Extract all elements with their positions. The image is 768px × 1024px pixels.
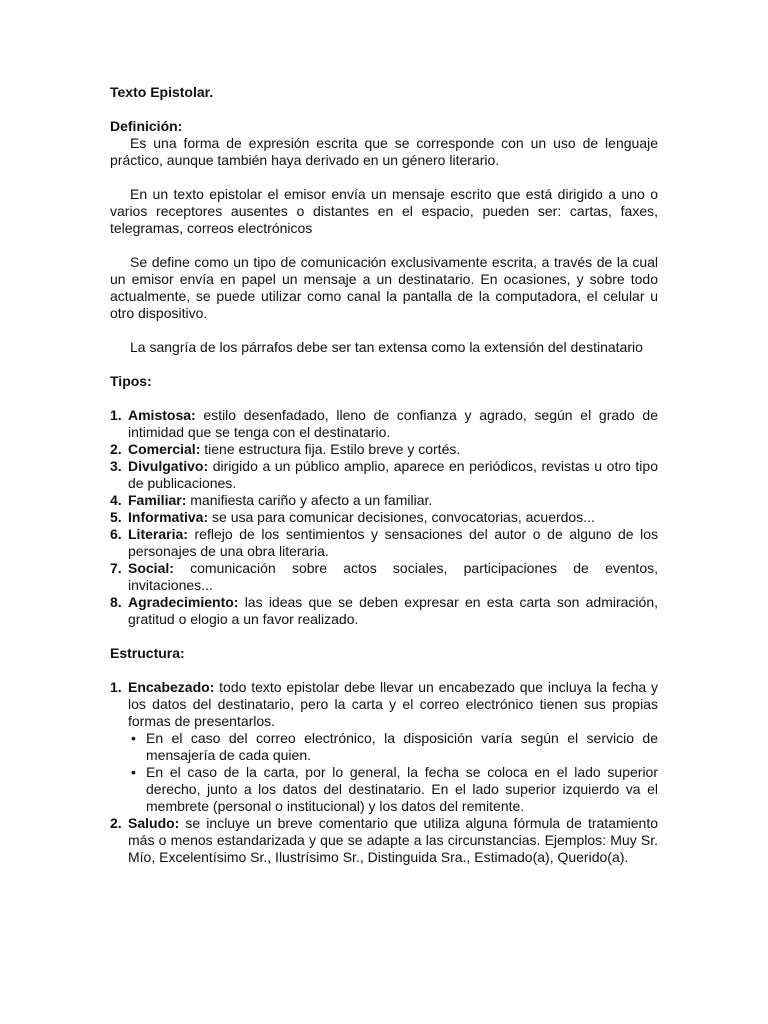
definition-paragraph: En un texto epistolar el emisor envía un mensaje escrito que está dirigido a uno o varios receptores ausentes o distantes en el espacio, pueden ser: cartas, faxes, telegramas, correos electrónicos bbox=[110, 186, 658, 236]
type-item bbox=[110, 441, 658, 458]
types-heading: Tipos: bbox=[110, 373, 152, 389]
type-term: Literaria: bbox=[128, 526, 188, 542]
type-term: Familiar: bbox=[128, 492, 187, 508]
bullet-icon: • bbox=[131, 730, 136, 746]
definition-paragraph: Se define como un tipo de comunicación exclusivamente escrita, a través de la cual un emisor envía en papel un mensaje a un destinatario. En ocasiones, y sobre todo actualmente, se puede utilizar como canal la pantalla de la computadora, el celular u otro dispositivo. bbox=[110, 254, 658, 321]
definition-paragraph: Es una forma de expresión escrita que se corresponde con un uso de lenguaje práctico, aunque también haya derivado en un género literario. bbox=[110, 135, 658, 168]
structure-heading: Estructura: bbox=[110, 645, 185, 661]
list-number: 5. bbox=[110, 509, 122, 525]
list-number: 6. bbox=[110, 526, 122, 542]
list-number: 4. bbox=[110, 492, 122, 508]
type-description: tiene estructura fija. Estilo breve y cortés. bbox=[200, 441, 461, 457]
type-description: reflejo de los sentimientos y sensaciones del autor o de alguno de los personajes de una obra literaria. bbox=[128, 526, 658, 559]
document-page bbox=[110, 84, 658, 883]
type-description: manifiesta cariño y afecto a un familiar. bbox=[186, 492, 433, 508]
structure-term: Saludo: bbox=[128, 815, 180, 831]
type-term: Divulgativo: bbox=[128, 458, 209, 474]
structure-item bbox=[110, 815, 658, 866]
type-item bbox=[110, 560, 658, 594]
type-term: Social: bbox=[128, 560, 174, 576]
type-description: las ideas que se deben expresar en esta carta son admiración, gratitud o elogio a un favor realizado. bbox=[128, 594, 658, 627]
type-item bbox=[110, 407, 658, 441]
type-item bbox=[110, 458, 658, 492]
type-term: Amistosa: bbox=[128, 407, 196, 423]
sub-bullet-list bbox=[128, 730, 658, 815]
type-item bbox=[110, 526, 658, 560]
structure-item bbox=[110, 679, 658, 815]
structure-list bbox=[110, 679, 658, 866]
type-item bbox=[110, 492, 658, 509]
definition-paragraph: La sangría de los párrafos debe ser tan extensa como la extensión del destinatario bbox=[130, 339, 643, 355]
type-item bbox=[110, 509, 658, 526]
type-term: Agradecimiento: bbox=[128, 594, 239, 610]
type-description: dirigido a un público amplio, aparece en periódicos, revistas u otro tipo de publicaciones. bbox=[128, 458, 658, 491]
list-number: 3. bbox=[110, 458, 122, 474]
type-description: comunicación sobre actos sociales, participaciones de eventos, invitaciones... bbox=[128, 560, 658, 593]
sub-bullet-text: En el caso del correo electrónico, la disposición varía según el servicio de mensajería de cada quien. bbox=[146, 730, 658, 763]
type-term: Comercial: bbox=[128, 441, 201, 457]
type-term: Informativa: bbox=[128, 509, 209, 525]
type-description: se usa para comunicar decisiones, convocatorias, acuerdos... bbox=[208, 509, 595, 525]
sub-bullet-item bbox=[128, 730, 658, 764]
definition-heading: Definición: bbox=[110, 118, 183, 134]
types-list bbox=[110, 407, 658, 628]
structure-description: se incluye un breve comentario que utiliza alguna fórmula de tratamiento más o menos estandarizada y que se adapte a las circunstancias. Ejemplos: Muy Sr. Mío, Excelentísimo Sr., Ilustrísimo Sr., Distinguida Sra., Estimado(a), Querido(a). bbox=[128, 815, 658, 865]
list-number: 1. bbox=[110, 679, 122, 695]
type-item bbox=[110, 594, 658, 628]
list-number: 2. bbox=[110, 441, 122, 457]
structure-description: todo texto epistolar debe llevar un encabezado que incluya la fecha y los datos del destinatario, pero la carta y el correo electrónico tienen sus propias formas de presentarlos. bbox=[128, 679, 658, 729]
list-number: 8. bbox=[110, 594, 122, 610]
document-title: Texto Epistolar. bbox=[110, 84, 214, 100]
type-description: estilo desenfadado, lleno de confianza y agrado, según el grado de intimidad que se tenga con el destinatario. bbox=[128, 407, 658, 440]
list-number: 1. bbox=[110, 407, 122, 423]
bullet-icon: • bbox=[131, 764, 136, 780]
sub-bullet-item bbox=[128, 764, 658, 815]
structure-term: Encabezado: bbox=[128, 679, 215, 695]
sub-bullet-text: En el caso de la carta, por lo general, la fecha se coloca en el lado superior derecho, junto a los datos del destinatario. En el lado superior izquierdo va el membrete (personal o institucional) y los datos del remitente. bbox=[146, 764, 658, 814]
list-number: 2. bbox=[110, 815, 122, 831]
list-number: 7. bbox=[110, 560, 122, 576]
